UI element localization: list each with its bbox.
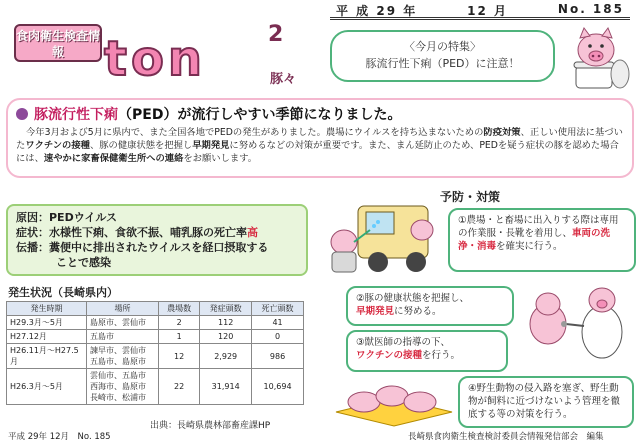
transmission-line-2: ことで感染 [56,256,111,269]
prevention-item-2: ②豚の健康状態を把握し、 早期発見に努める。 [346,286,514,326]
pig-veterinarian-illustration [518,274,634,374]
cell-cases: 31,914 [200,369,252,405]
pig-toilet-illustration [566,22,632,94]
cell-farms: 22 [159,369,200,405]
feature-box [330,30,555,82]
headline-rest: （PED）が流行しやすい季節になりました。 [118,107,402,123]
prevention-title: 予防・対策 [440,190,501,204]
cell-cases: 2,929 [200,344,252,369]
cause-line: 原因：PEDウイルス [16,211,118,224]
table-row [7,369,304,405]
table-header-row [7,302,304,316]
feature-label: 〈今月の特集〉 [404,40,481,53]
bullet-icon [16,108,28,120]
cell-deaths: 986 [252,344,304,369]
outbreak-table [6,301,304,405]
headline-highlight: 豚流行性下痢 [34,107,118,123]
prevention-item-1: ①農場・と畜場に出入りする際は専用の作業服・長靴を着用し、車両の洗浄・消毒を確実に行う。 [448,208,636,272]
cell-deaths: 0 [252,330,304,344]
cell-farms: 2 [159,316,200,330]
main-article [6,98,634,178]
cell-farms: 1 [159,330,200,344]
cell-farms: 12 [159,344,200,369]
cell-period: H26.3月～5月 [7,369,87,405]
status-title: 発生状況（長崎県内） [8,286,118,299]
cell-period: H27.12月 [7,330,87,344]
cell-deaths: 10,694 [252,369,304,405]
main-body: 今年3月および5月に県内で、また全国各地でPEDの発生がありました。農場にウイルスを持ち込まないための防疫対策、正しい使用法に基づいたワクチンの接種、豚の健康状態を把握し早期発見に努めるなどの対策が重要です。また、まん延防止のため、PEDを疑う症状の豚を認めた場合には、速やかに家畜保健衛生所への連絡をお願いします。 [16,127,623,164]
logo-superscript: 2 [268,22,284,47]
cell-period: H26.11月～H27.5月 [7,344,87,369]
col-deaths: 死亡頭数 [252,302,304,316]
table-row [7,316,304,330]
transmission-line: 伝播：糞便中に排出されたウイルスを経口摂取する [16,241,269,254]
table-row [7,344,304,369]
col-place: 場所 [87,302,159,316]
col-farms: 農場数 [159,302,200,316]
col-cases: 発症頭数 [200,302,252,316]
truck-washing-illustration [318,196,446,280]
col-period: 発生時期 [7,302,87,316]
prevention-item-3: ③獣医師の指導の下、 ワクチンの接種を行う。 [346,330,508,372]
cell-cases: 112 [200,316,252,330]
newsletter-logo [8,20,320,92]
issue-number: No. 185 [557,2,624,16]
source-note: 出典：長崎県農林部畜産課HP [150,421,271,431]
issue-month: 12 月 [467,4,509,18]
piglets-illustration [330,372,456,428]
logo-subtitle: 豚々 [270,72,297,87]
cell-place: 五島市 [87,330,159,344]
cell-place: 諫早市、雲仙市 五島市、島原市 [87,344,159,369]
prevention-item-4: ④野生動物の侵入路を塞ぎ、野生動物が飼料に近づけないよう管理を徹底する等の対策を行う。 [458,376,634,428]
issue-era: 平 成 29 年 [336,4,418,18]
cell-place: 島原市、雲仙市 [87,316,159,330]
cell-period: H29.3月～5月 [7,316,87,330]
main-headline [16,104,624,124]
symptom-line: 症状：水様性下痢、食欲不振、哺乳豚の死亡率高 [16,226,258,239]
footer-editor: 長崎県食肉衛生検査検討委員会情報発信部会 編集 [408,432,604,442]
footer-issue: 平成 29年 12月 No. 185 [8,432,111,442]
cell-cases: 120 [200,330,252,344]
table-row [7,330,304,344]
cause-box [6,204,308,276]
logo-title: ton [104,31,207,87]
logo-plate: 食肉衛生検査情報 [14,24,102,62]
cell-deaths: 41 [252,316,304,330]
issue-header [330,2,630,20]
feature-title: 豚流行性下痢（PED）に注意！ [365,57,520,70]
cell-place: 雲仙市、五島市 西海市、島原市 長崎市、松浦市 [87,369,159,405]
